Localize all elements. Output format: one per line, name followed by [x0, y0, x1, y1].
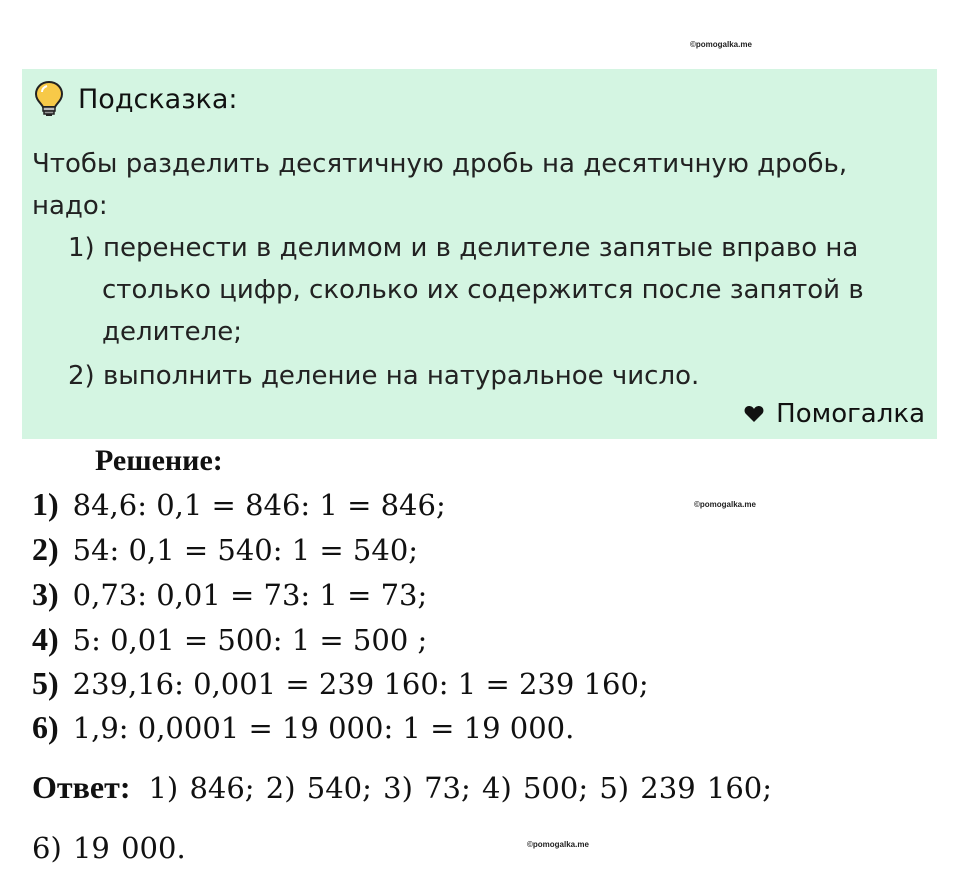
brand-signature: [744, 399, 925, 429]
hint-header: [34, 79, 238, 119]
solution-line-6: [32, 709, 574, 746]
solution-item-number: 1): [32, 486, 59, 522]
hint-intro-line-2: надо:: [32, 191, 108, 221]
solution-item-number: 3): [32, 576, 59, 612]
solution-item-expression: 239,16: 0,001 = 239 160: 1 = 239 160;: [72, 667, 649, 701]
watermark-top: ©pomogalka.me: [690, 40, 752, 49]
hint-step-1-line-2: столько цифр, сколько их содержится после запятой в: [102, 275, 864, 305]
answer-line-1: [32, 769, 772, 806]
solution-line-5: [32, 665, 649, 702]
solution-item-number: 2): [32, 531, 59, 567]
heart-icon: [744, 405, 764, 423]
hint-step-2: 2) выполнить деление на натуральное число.: [68, 361, 700, 391]
hint-step-1-line-3: делителе;: [102, 317, 243, 347]
solution-item-expression: 0,73: 0,01 = 73: 1 = 73;: [72, 578, 428, 612]
lightbulb-icon: [34, 80, 64, 118]
solution-item-expression: 1,9: 0,0001 = 19 000: 1 = 19 000.: [72, 711, 575, 745]
solution-item-expression: 54: 0,1 = 540: 1 = 540;: [72, 533, 419, 567]
solution-line-3: [32, 576, 427, 613]
solution-item-expression: 5: 0,01 = 500: 1 = 500 ;: [72, 623, 428, 657]
solution-item-number: 6): [32, 709, 59, 745]
answer-values-2: 6) 19 000.: [32, 831, 186, 865]
hint-title: Подсказка:: [78, 83, 238, 115]
solution-line-2: [32, 531, 418, 568]
solution-line-1: [32, 486, 446, 523]
solution-item-expression: 84,6: 0,1 = 846: 1 = 846;: [72, 488, 446, 522]
hint-step-1-line-1: 1) перенести в делимом и в делителе запятые вправо на: [68, 233, 859, 263]
watermark-bottom: ©pomogalka.me: [527, 840, 589, 849]
answer-line-2: [32, 829, 186, 866]
answer-label: Ответ:: [32, 769, 131, 805]
solution-item-number: 5): [32, 665, 59, 701]
brand-name: Помогалка: [776, 399, 925, 429]
solution-item-number: 4): [32, 621, 59, 657]
answer-values-1: 1) 846; 2) 540; 3) 73; 4) 500; 5) 239 160;: [148, 771, 772, 805]
solution-title: Решение:: [95, 444, 223, 477]
watermark-middle: ©pomogalka.me: [694, 500, 756, 509]
solution-line-4: [32, 621, 427, 658]
hint-intro-line-1: Чтобы разделить десятичную дробь на десятичную дробь,: [32, 149, 848, 179]
hint-box: [22, 69, 937, 439]
